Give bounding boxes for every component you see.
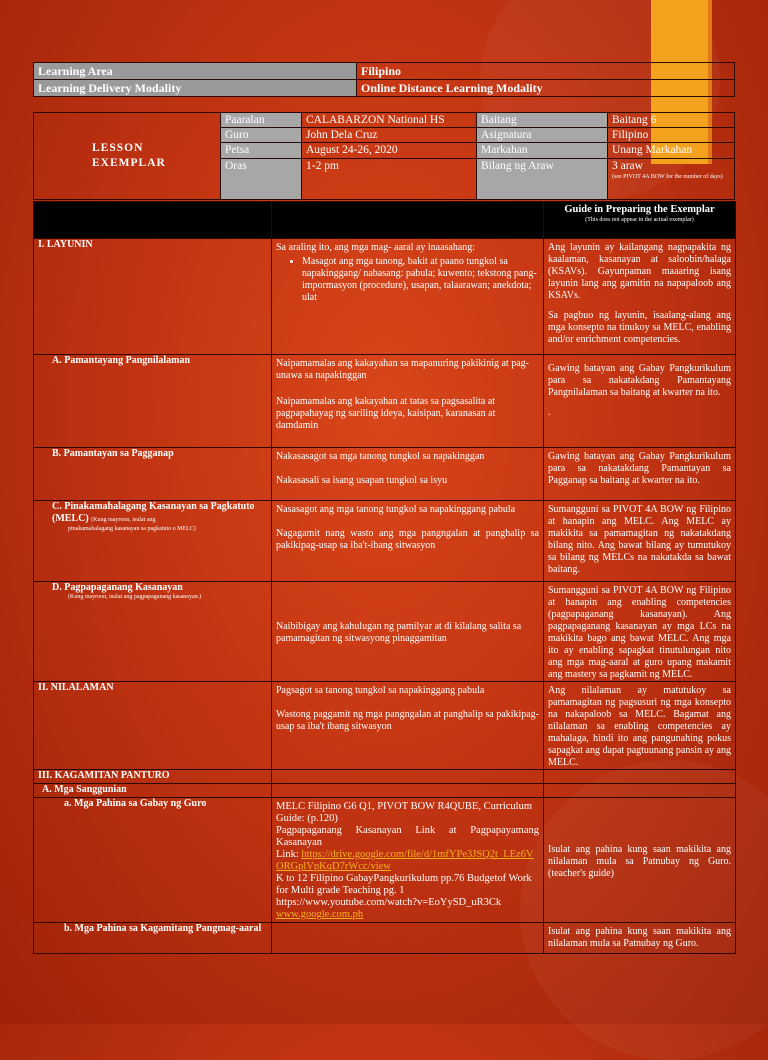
gabay-content (272, 798, 544, 923)
learning-area-table (33, 62, 735, 97)
gabay-content-4[interactable]: https://www.youtube.com/watch?v=EoYySD_uR3Ck (276, 897, 502, 908)
paaralan-value: CALABARZON National HS (302, 113, 477, 128)
guro-value: John Dela Cruz (302, 128, 477, 143)
markahan-value: Unang Markahan (608, 143, 735, 158)
table-header-row (34, 202, 736, 239)
row-kagamitang (34, 923, 736, 954)
kagamitan-empty-3 (544, 770, 736, 784)
learning-area-label: Learning Area (34, 63, 357, 80)
nilalaman-content-1: Pagsagot sa tanong tungkol sa napakinggang pabula (276, 685, 485, 696)
pangnilalaman-content (272, 355, 544, 448)
baitang-value: Baitang 6 (608, 113, 735, 128)
pagpapaganang-label-note: (Kung mayroon, isulat ang pagpapaganang kasanayan.) (68, 594, 202, 600)
petsa-value: August 24-26, 2020 (302, 143, 477, 158)
header-empty-1 (34, 202, 272, 239)
pangnilalaman-guide-1: Gawing batayan ang Gabay Pangkurikulum para sa nakatakdang Pamantayang Pangnilalaman sa baitang at kwarter na ito. (548, 363, 731, 398)
learning-area-row (34, 63, 735, 80)
pagpapaganang-label-cell (34, 582, 272, 682)
pagganap-content (272, 448, 544, 501)
gabay-google-link[interactable]: www.google.com.ph (276, 909, 364, 920)
sanggunian-label: A. Mga Sanggunian (34, 784, 272, 798)
row-pagganap (34, 448, 736, 501)
row-pagpapaganang (34, 582, 736, 682)
kagamitang-label: b. Mga Pahina sa Kagamitang Pangmag-aaral (34, 923, 272, 954)
sanggunian-empty-3 (544, 784, 736, 798)
oras-value: 1-2 pm (302, 158, 477, 199)
guide-note: (This does not appear in the actual exemplar) (585, 217, 694, 223)
kagamitan-empty-2 (272, 770, 544, 784)
gabay-guide: Isulat ang pahina kung saan makikita ang nilalaman mula sa Patnubay ng Guro. (teacher's guide) (544, 798, 736, 923)
pagganap-guide: Gawing batayan ang Gabay Pangkurikulum para sa nakatakdang Pamantayan sa Pagganap sa baitang at kwarter na ito. (544, 448, 736, 501)
pangnilalaman-content-2: Naipamamalas ang kakayahan at tatas sa pagsasalita at pagpapahayag ng sariling ideya, kaisipan, karanasan at damdamin (276, 396, 496, 431)
guide-header (544, 202, 736, 239)
school-row-1 (34, 113, 735, 128)
modality-value: Online Distance Learning Modality (357, 80, 735, 97)
pangnilalaman-content-1: Naipamamalas ang kakayahan sa mapanuring pakikinig at pag-unawa sa napakinggan (276, 358, 529, 381)
pagganap-label: B. Pamantayan sa Pagganap (34, 448, 272, 501)
guro-label: Guro (221, 128, 302, 143)
lesson-exemplar-text: LESSON EXEMPLAR (92, 142, 166, 169)
row-kagamitan (34, 770, 736, 784)
oras-label: Oras (221, 158, 302, 199)
lesson-exemplar-title (34, 113, 221, 200)
melc-label-cell (34, 501, 272, 582)
layunin-content (272, 239, 544, 355)
bilang-cell (608, 158, 735, 199)
nilalaman-content (272, 682, 544, 770)
pagpapaganang-guide: Sumangguni sa PIVOT 4A BOW ng Filipino at hanapin ang enabling competencies (pagpapaganang kasanayan). Ang pagpapaganang kasanayan ay mga LCs na makikita bago ang bawat MELC. Ang mga ito ay enabling sapagkat tinutulungan nito ang mga mag-aaral at guro upang makamit ang mastery sa pagkamit ng MELC. (544, 582, 736, 682)
modality-row (34, 80, 735, 97)
layunin-guide (544, 239, 736, 355)
learning-area-value: Filipino (357, 63, 735, 80)
gabay-content-3: K to 12 Filipino GabayPangkurikulum pp.76 Budgetof Work for Multi grade Teaching pg. 1 (276, 873, 532, 896)
layunin-guide-2: Sa pagbuo ng layunin, isaalang-alang ang mga konsepto na tinukoy sa MELC, enabling and/or enrichment competencies. (548, 310, 731, 345)
gabay-content-2: Pagpapaganang Kasanayan Link at Pagpapayamang Kasanayan (276, 825, 539, 848)
bilang-value: 3 araw (612, 159, 643, 172)
paaralan-label: Paaralan (221, 113, 302, 128)
layunin-list (276, 256, 539, 304)
modality-label: Learning Delivery Modality (34, 80, 357, 97)
melc-label-note: pinakamahalagang kasanayan sa pagkatuto o MELC) (68, 526, 196, 532)
markahan-label: Markahan (477, 143, 608, 158)
petsa-label: Petsa (221, 143, 302, 158)
row-nilalaman (34, 682, 736, 770)
bilang-label: Bilang ng Araw (477, 158, 608, 199)
asignatura-value: Filipino (608, 128, 735, 143)
gabay-label: a. Mga Pahina sa Gabay ng Guro (34, 798, 272, 923)
pangnilalaman-guide (544, 355, 736, 448)
exemplar-table (33, 201, 736, 954)
pagganap-content-1: Nakasasagot sa mga tanong tungkol sa napakinggan (276, 451, 485, 462)
layunin-label: I. LAYUNIN (34, 239, 272, 355)
row-gabay (34, 798, 736, 923)
nilalaman-guide: Ang nilalaman ay matutukoy sa pamamagitan ng pagsusuri ng mga konsepto na nakapaloob sa MELC. Bagamat ang nilalaman sa enabling competencies ay mahalaga, hindi ito ang pangunahing pokus sapagkat ang dapat pagtuunang pansin ay ang MELC. (544, 682, 736, 770)
melc-content-1: Nasasagot ang mga tanong tungkol sa napakinggang pabula (276, 504, 516, 515)
kagamitang-content (272, 923, 544, 954)
header-empty-2 (272, 202, 544, 239)
layunin-bullet: • Masagot ang mga tanong, bakit at paano tungkol sa napakinggang/ nabasang: pabula; kuwento; tekstong pang-impormasyon (procedure), usapan, talaarawan; anekdota; ulat (302, 256, 539, 304)
asignatura-label: Asignatura (477, 128, 608, 143)
sanggunian-empty-2 (272, 784, 544, 798)
pagpapaganang-label: D. Pagpapaganang Kasanayan (52, 582, 183, 593)
row-melc (34, 501, 736, 582)
melc-content-2: Nagagamit nang wasto ang mga pangngalan at panghalip sa pakikipag-usap sa iba't-ibang sitwasyon (276, 528, 539, 551)
nilalaman-content-2: Wastong paggamit ng mga pangngalan at panghalip sa pakikipag-usap sa iba't ibang sitwasyon (276, 709, 540, 732)
gabay-link-label: Link: (276, 849, 299, 860)
row-layunin (34, 239, 736, 355)
gabay-content-1: MELC Filipino G6 Q1, PIVOT BOW R4QUBE, Curriculum Guide: (p.120) (276, 801, 532, 824)
nilalaman-label: II. NILALAMAN (34, 682, 272, 770)
layunin-guide-1: Ang layunin ay kailangang nagpapakita ng kaalaman, kasanayan at saloobin/halaga (KSAVs). Gayunpaman maaaring isang layunin lang ang gamitin na napapaloob ang KSAVs. (548, 242, 731, 301)
baitang-label: Baitang (477, 113, 608, 128)
melc-label-note-inline: (Kung mayroon, isulat ang (91, 517, 156, 523)
school-info-table (33, 112, 735, 200)
melc-guide: Sumangguni sa PIVOT 4A BOW ng Filipino at hanapin ang MELC. Ang MELC ay makikita sa pamamagitan ng nakatakdang bilang nito. Ang bawat bilang ay tumutukoy sa bilang ng MELCs na nakatakda sa bawat baitang. (544, 501, 736, 582)
melc-label: C. Pinakamahalagang Kasanayan sa Pagkatuto (MELC) (52, 501, 255, 524)
gabay-drive-link[interactable]: https://drive.google.com/file/d/1mfYPe3JSQ2t_LEz6VORGplVpKqD7rWcc/view (276, 849, 534, 872)
melc-content (272, 501, 544, 582)
guide-title: Guide in Preparing the Exemplar (564, 204, 715, 215)
kagamitan-label: III. KAGAMITAN PANTURO (34, 770, 272, 784)
pagganap-content-2: Nakasasali sa isang usapan tungkol sa isyu (276, 475, 448, 486)
pangnilalaman-guide-2: . (548, 407, 551, 418)
bilang-note: (see PIVOT 4A BOW for the number of days) (612, 173, 723, 180)
layunin-intro: Sa araling ito, ang mga mag- aaral ay inaasahang: (276, 242, 476, 253)
row-pangnilalaman (34, 355, 736, 448)
pagpapaganang-content: Naibibigay ang kahulugan ng pamilyar at di kilalang salita sa pamamagitan ng sitwasyong pinaggamitan (272, 582, 544, 682)
pangnilalaman-label: A. Pamantayang Pangnilalaman (34, 355, 272, 448)
kagamitang-guide: Isulat ang pahina kung saan makikita ang nilalaman mula sa Patnubay ng Guro. (544, 923, 736, 954)
row-sanggunian (34, 784, 736, 798)
